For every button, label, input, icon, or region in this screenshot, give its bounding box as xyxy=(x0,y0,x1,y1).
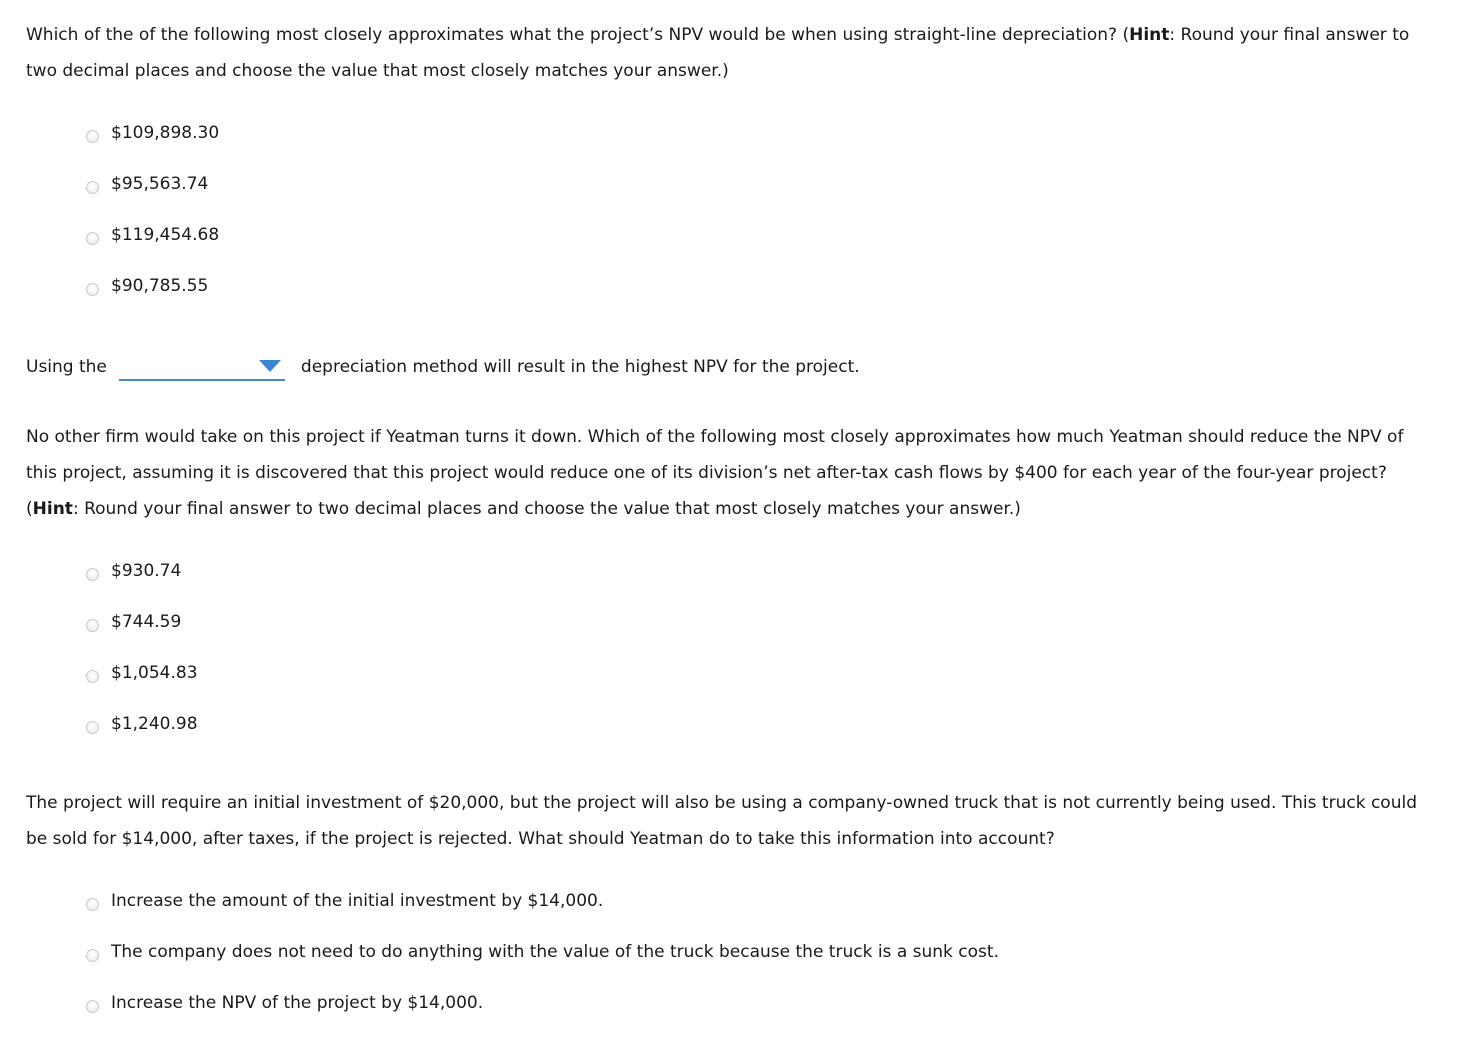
question-1-option-c[interactable] xyxy=(86,223,219,247)
option-label: $744.59 xyxy=(111,612,182,632)
question-4-text: The project will require an initial investment of $20,000, but the project will also be using a company-owned truck that is not currently being used. This truck could be sold for $14,000, after taxes, if the project is rejected. What should Yeatman do to take this information into account? xyxy=(26,793,1417,849)
question-4-option-a[interactable] xyxy=(86,889,603,913)
question-3-option-a[interactable] xyxy=(86,559,181,583)
question-2-suffix: depreciation method will result in the highest NPV for the project. xyxy=(300,357,860,377)
question-1-option-a[interactable] xyxy=(86,121,219,145)
question-3-option-c[interactable] xyxy=(86,661,198,685)
question-1-text-after: : Round your final answer to two decimal places and choose the value that most closely matches your answer.) xyxy=(26,25,1410,81)
question-3-option-b[interactable] xyxy=(86,610,181,634)
radio-button-icon[interactable] xyxy=(86,949,99,962)
question-1-text-before: Which of the of the following most closely approximates what the project’s NPV would be when using straight-line depreciation? ( xyxy=(26,25,1130,45)
option-label: The company does not need to do anything with the value of the truck because the truck is a sunk cost. xyxy=(111,942,999,962)
radio-button-icon[interactable] xyxy=(86,283,99,296)
radio-button-icon[interactable] xyxy=(86,721,99,734)
question-3-option-d[interactable] xyxy=(86,712,198,736)
depreciation-method-dropdown[interactable] xyxy=(119,355,285,381)
option-label: $119,454.68 xyxy=(111,225,220,245)
radio-button-icon[interactable] xyxy=(86,1000,99,1013)
question-2-row xyxy=(26,353,860,381)
option-label: $930.74 xyxy=(111,561,182,581)
question-1-text xyxy=(26,17,1426,89)
question-1-option-d[interactable] xyxy=(86,274,208,298)
radio-button-icon[interactable] xyxy=(86,232,99,245)
option-label: $95,563.74 xyxy=(111,174,209,194)
radio-button-icon[interactable] xyxy=(86,670,99,683)
question-4-option-b[interactable] xyxy=(86,940,999,964)
option-label: $1,240.98 xyxy=(111,714,198,734)
question-3-text xyxy=(26,419,1426,527)
radio-button-icon[interactable] xyxy=(86,898,99,911)
option-label: $1,054.83 xyxy=(111,663,198,683)
radio-button-icon[interactable] xyxy=(86,568,99,581)
question-3-text-after: : Round your final answer to two decimal places and choose the value that most closely matches your answer.) xyxy=(72,499,1021,519)
question-1-hint-label: Hint xyxy=(1129,25,1170,45)
option-label: Increase the NPV of the project by $14,000. xyxy=(111,993,484,1013)
radio-button-icon[interactable] xyxy=(86,619,99,632)
question-3-text-before: No other firm would take on this project if Yeatman turns it down. Which of the following most closely approximates how much Yeatman should reduce the NPV of this project, assuming it is discovered that this project would reduce one of its division’s net after-tax cash flows by $400 for each year of the four-year project? ( xyxy=(26,427,1404,519)
question-3-hint-label: Hint xyxy=(32,499,73,519)
chevron-down-icon[interactable] xyxy=(259,360,281,372)
radio-button-icon[interactable] xyxy=(86,130,99,143)
question-2-prefix: Using the xyxy=(26,357,107,377)
option-label: Increase the amount of the initial investment by $14,000. xyxy=(111,891,604,911)
question-4-option-c[interactable] xyxy=(86,991,483,1015)
option-label: $90,785.55 xyxy=(111,276,209,296)
question-1-option-b[interactable] xyxy=(86,172,208,196)
option-label: $109,898.30 xyxy=(111,123,220,143)
radio-button-icon[interactable] xyxy=(86,181,99,194)
